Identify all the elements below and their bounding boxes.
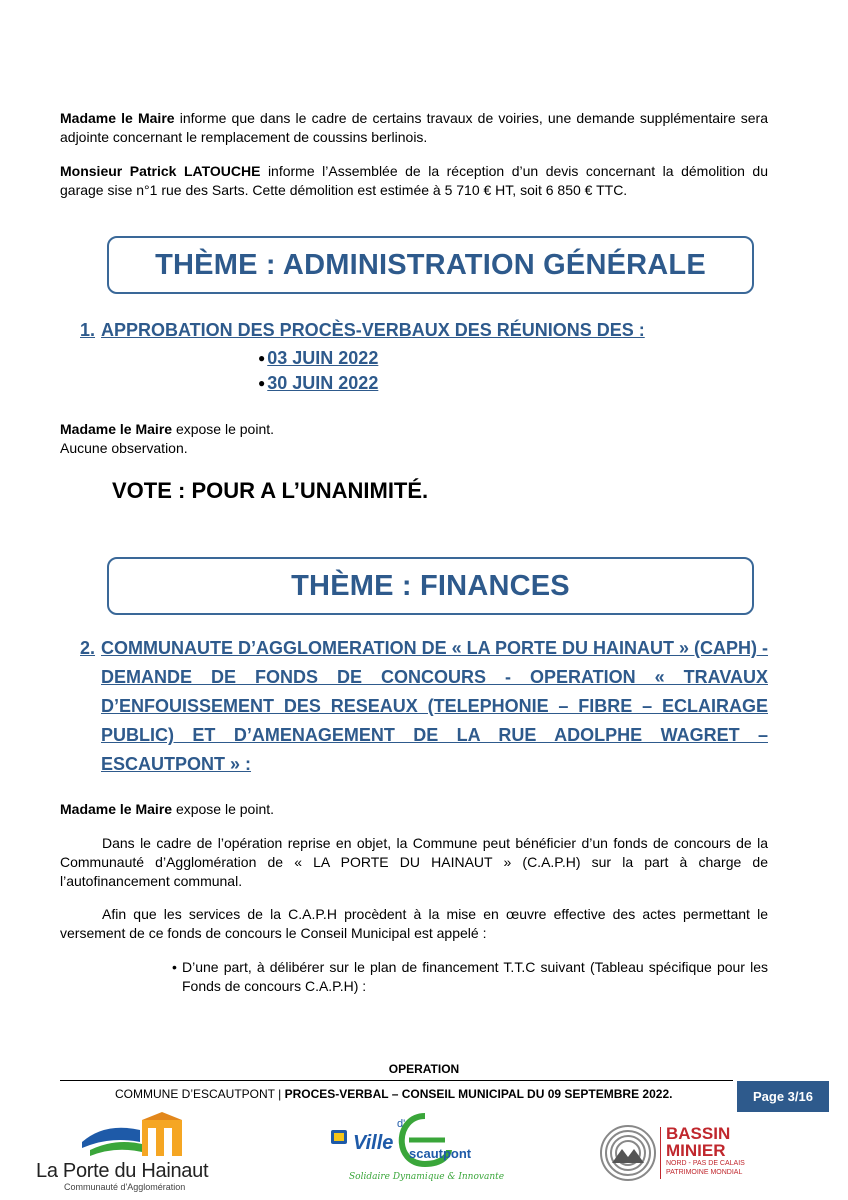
item-title: COMMUNAUTE D’AGGLOMERATION DE « LA PORTE DU HAINAUT » (CAPH) - DEMANDE DE FONDS DE CONCOURS - OPERATION « TRAVAUX D’ENFOUISSEMENT DES RESEAUX (TELEPHONIE – FIBRE – ECLAIRAGE PUBLIC) ET D’AMENAGEMENT DE LA RUE ADOLPHE WAGRET – ESCAUTPONT » : (101, 638, 768, 774)
theme-finances-box (107, 557, 754, 615)
item-number: 2. (80, 638, 96, 658)
footer-commune: COMMUNE D’ESCAUTPONT | (115, 1087, 285, 1101)
paragraph-text: expose le point. (172, 421, 275, 437)
escaut-ville: Ville (353, 1132, 394, 1154)
item1-body (60, 420, 768, 458)
speaker-name: Madame le Maire (60, 801, 173, 817)
paragraph-text: informe l’Assemblée de la réception d’un devis concernant la démolition du garage sise n°1 rue des Sarts. Cette démolition est estimée à 5 710 € HT, soit 6 850 € TTC. (60, 163, 768, 198)
escaut-tagline: Solidaire Dynamique & Innovante (349, 1172, 505, 1182)
bullet-financement (172, 958, 768, 996)
theme-title: THÈME : ADMINISTRATION GÉNÉRALE (155, 248, 706, 281)
bassin-line3: NORD - PAS DE CALAIS (666, 1160, 745, 1167)
item-title: APPROBATION DES PROCÈS-VERBAUX DES RÉUNIONS DES : (101, 320, 645, 340)
bassin-line4: PATRIMOINE MONDIAL (666, 1169, 743, 1176)
footer-document: PROCES-VERBAL – CONSEIL MUNICIPAL DU 09 SEPTEMBRE 2022. (284, 1087, 673, 1101)
speaker-name: Madame le Maire (60, 110, 175, 126)
escaut-d: d' (397, 1118, 406, 1130)
escaut-name: scautpont (409, 1146, 472, 1161)
date-text: 03 JUIN 2022 (267, 348, 379, 368)
ville-escautpont-logo (325, 1110, 505, 1195)
bullet-icon: • (172, 959, 177, 975)
bullet-text: D’une part, à délibérer sur le plan de financement T.T.C suivant (Tableau spécifique pour les Fonds de concours C.A.P.H) : (182, 959, 768, 994)
footer-text (115, 1087, 672, 1101)
paragraph-text: informe que dans le cadre de certains travaux de voiries, une demande supplémentaire sera adjointe concernant le remplacement de coussins berlinois. (60, 110, 768, 145)
paragraph-fonds-concours: Dans le cadre de l’opération reprise en objet, la Commune peut bénéficier d’un fonds de concours de la Communauté d’Agglomération de « LA PORTE DU HAINAUT » (C.A.P.H) sur la part à charge de l’autofinancement communal. (60, 835, 768, 889)
bassin-line2: MINIER (666, 1141, 726, 1160)
bullet-icon: ● (258, 376, 266, 390)
paragraph-demolition (60, 162, 768, 200)
observation-text: Aucune observation. (60, 440, 188, 456)
operation-label: OPERATION (388, 1062, 460, 1076)
bullet-icon: ● (258, 351, 266, 365)
paragraph-services-caph: Afin que les services de la C.A.P.H procèdent à la mise en œuvre effective des actes permettant le versement de ce fonds de concours le Conseil Municipal est appelé : (60, 906, 768, 941)
speaker-name: Madame le Maire (60, 421, 173, 437)
page-number: Page 3/16 (753, 1089, 813, 1104)
agenda-item-1 (80, 316, 768, 345)
footer-divider (60, 1080, 733, 1081)
bassin-line1: BASSIN (666, 1124, 731, 1143)
theme-title: THÈME : FINANCES (291, 569, 570, 602)
bassin-divider (660, 1127, 661, 1179)
date-item (258, 373, 378, 394)
page-number-badge (737, 1081, 829, 1112)
bassin-minier-emblem-icon (600, 1125, 656, 1181)
speaker-name: Monsieur Patrick LATOUCHE (60, 163, 261, 179)
porte-du-hainaut-emblem-icon (80, 1112, 190, 1164)
porte-subtitle: Communauté d'Agglomération (64, 1182, 186, 1192)
bassin-minier-logo (600, 1125, 770, 1190)
date-item (258, 348, 378, 369)
paragraph-text: expose le point. (172, 801, 275, 817)
date-text: 30 JUIN 2022 (267, 373, 379, 393)
vote-result: VOTE : POUR A L’UNANIMITÉ. (112, 478, 429, 503)
item-number: 1. (80, 320, 96, 340)
theme-administration-box (107, 236, 754, 294)
paragraph-voirie (60, 109, 768, 147)
agenda-item-2 (80, 634, 768, 779)
porte-name: La Porte du Hainaut (36, 1160, 209, 1182)
item2-speaker-line (60, 800, 768, 819)
porte-du-hainaut-logo (30, 1110, 220, 1195)
